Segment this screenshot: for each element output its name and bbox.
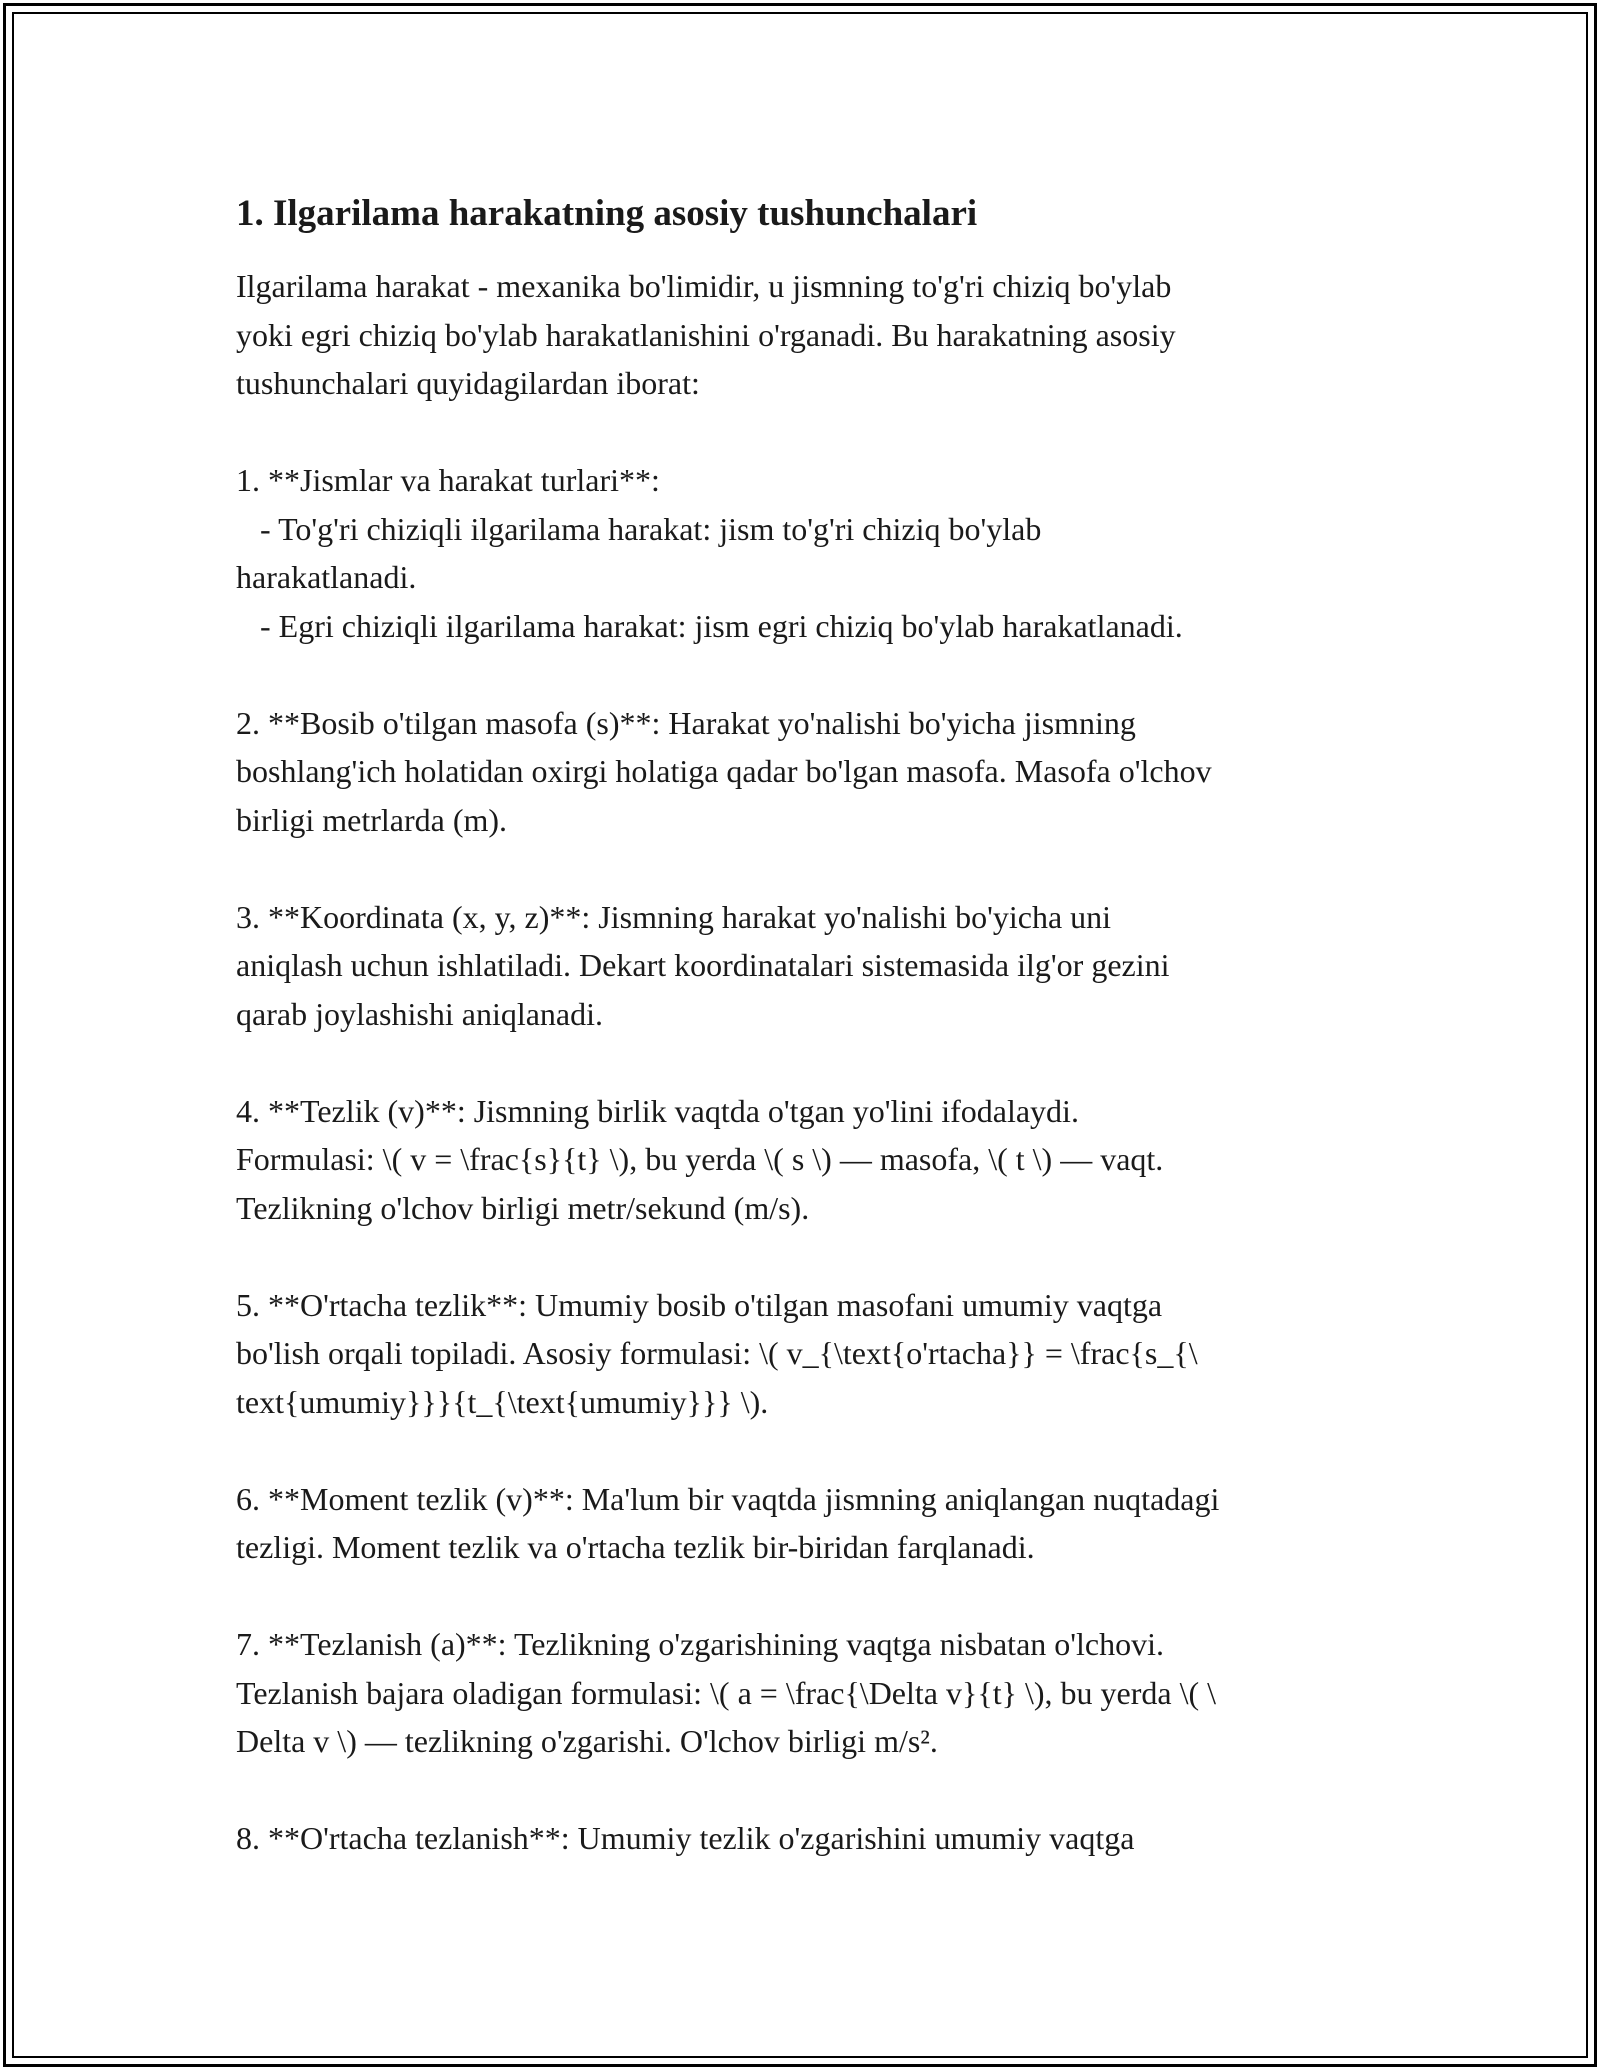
item-1-paragraph: [236, 456, 1386, 650]
item-6-paragraph: [236, 1475, 1386, 1572]
text-line: boshlang'ich holatidan oxirgi holatiga qadar bo'lgan masofa. Masofa o'lchov: [236, 753, 1212, 789]
section-heading: 1. Ilgarilama harakatning asosiy tushunchalari: [236, 193, 978, 234]
text-line: tushunchalari quyidagilardan iborat:: [236, 365, 700, 401]
text-line: 7. **Tezlanish (a)**: Tezlikning o'zgarishining vaqtga nisbatan o'lchovi.: [236, 1626, 1165, 1662]
text-line: yoki egri chiziq bo'ylab harakatlanishini o'rganadi. Bu harakatning asosiy: [236, 316, 1176, 353]
item-4-paragraph: [236, 1087, 1386, 1233]
item-3-paragraph: [236, 893, 1386, 1039]
text-line: text{umumiy}}}{t_{\text{umumiy}}} \).: [236, 1383, 769, 1420]
document-body: [236, 188, 1386, 1911]
text-line: birligi metrlarda (m).: [236, 801, 508, 838]
text-line: Tezlikning o'lchov birligi metr/sekund (m/s).: [236, 1189, 810, 1226]
text-line: - To'g'ri chiziqli ilgarilama harakat: jism to'g'ri chiziq bo'ylab: [236, 510, 1042, 547]
text-line: Formulasi: \( v = \frac{s}{t} \), bu yerda \( s \) — masofa, \( t \) — vaqt.: [236, 1141, 1164, 1177]
intro-paragraph: [236, 262, 1386, 408]
item-5-paragraph: [236, 1281, 1386, 1427]
text-line: 2. **Bosib o'tilgan masofa (s)**: Harakat yo'nalishi bo'yicha jismning: [236, 704, 1136, 741]
item-2-paragraph: [236, 699, 1386, 845]
text-line: 8. **O'rtacha tezlanish**: Umumiy tezlik o'zgarishini umumiy vaqtga: [236, 1820, 1135, 1856]
text-line: 1. **Jismlar va harakat turlari**:: [236, 462, 660, 498]
text-line: Tezlanish bajara oladigan formulasi: \( a = \frac{\Delta v}{t} \), bu yerda \( \: [236, 1674, 1216, 1711]
item-7-paragraph: [236, 1620, 1386, 1766]
text-line: Delta v \) — tezlikning o'zgarishi. O'lchov birligi m/s².: [236, 1723, 938, 1759]
text-line: harakatlanadi.: [236, 559, 417, 595]
text-line: 6. **Moment tezlik (v)**: Ma'lum bir vaqtda jismning aniqlangan nuqtadagi: [236, 1480, 1220, 1517]
text-line: - Egri chiziqli ilgarilama harakat: jism egri chiziq bo'ylab harakatlanadi.: [236, 607, 1183, 644]
text-line: qarab joylashishi aniqlanadi.: [236, 995, 604, 1032]
item-8-paragraph: [236, 1814, 1386, 1863]
text-line: 5. **O'rtacha tezlik**: Umumiy bosib o'tilgan masofani umumiy vaqtga: [236, 1286, 1163, 1323]
text-line: aniqlash uchun ishlatiladi. Dekart koordinatalari sistemasida ilg'or gezini: [236, 947, 1170, 983]
text-line: 4. **Tezlik (v)**: Jismning birlik vaqtda o'tgan yo'lini ifodalaydi.: [236, 1092, 1079, 1129]
text-line: bo'lish orqali topiladi. Asosiy formulasi: \( v_{\text{o'rtacha}} = \frac{s_{\: [236, 1335, 1198, 1371]
text-line: Ilgarilama harakat - mexanika bo'limidir, u jismning to'g'ri chiziq bo'ylab: [236, 268, 1172, 304]
text-line: 3. **Koordinata (x, y, z)**: Jismning harakat yo'nalishi bo'yicha uni: [236, 898, 1112, 935]
text-line: tezligi. Moment tezlik va o'rtacha tezlik bir-biridan farqlanadi.: [236, 1529, 1035, 1565]
